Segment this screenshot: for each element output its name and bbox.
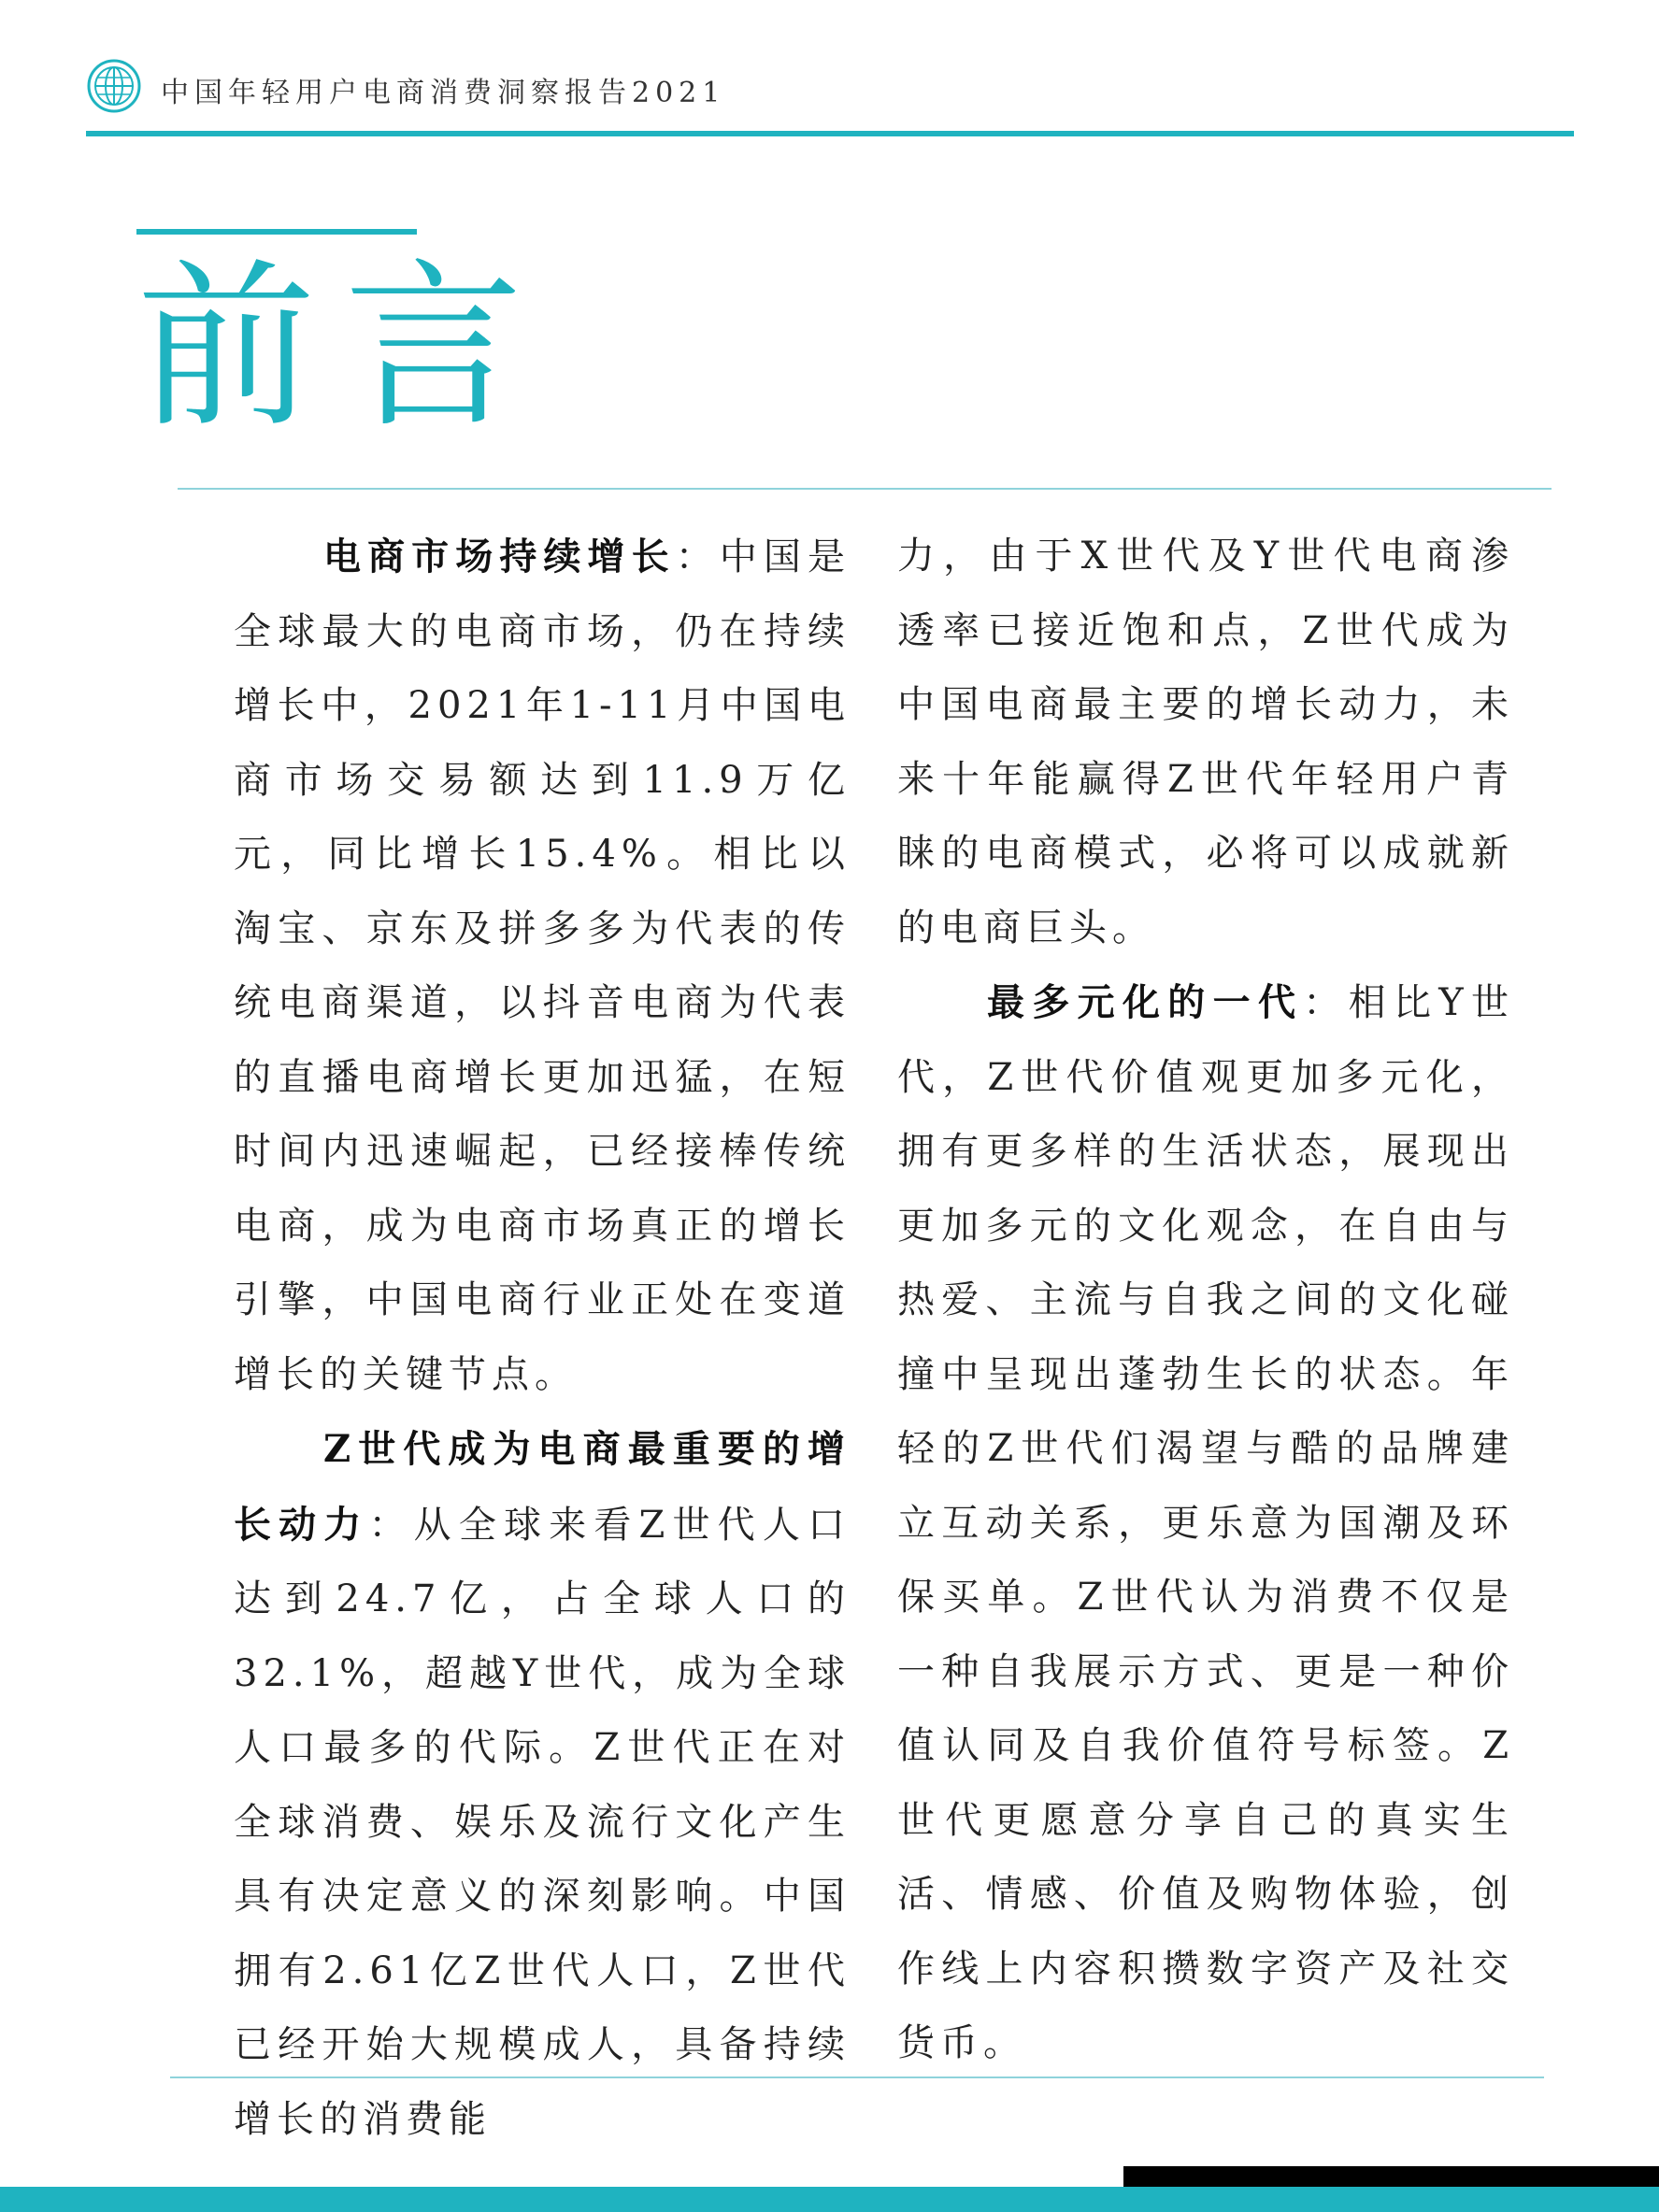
paragraph-heading: 最多元化的一代 xyxy=(987,980,1304,1024)
left-column xyxy=(234,520,851,2157)
paragraph-heading: Z世代成为电商最重要的增长动力 xyxy=(234,1427,851,1547)
footer-accent-bar xyxy=(0,2187,1659,2212)
footer-black-bar xyxy=(1123,2166,1659,2187)
report-title: 中国年轻用户电商消费洞察报告2021 xyxy=(161,77,726,109)
content-top-rule xyxy=(178,488,1552,490)
content-bottom-rule xyxy=(170,2076,1544,2078)
paragraph-body: 力，由于X世代及Y世代电商渗透率已接近饱和点，Z世代成为中国电商最主要的增长动力，未来十年能赢得Z世代年轻用户青睐的电商模式，必将可以成就新的电商巨头。 xyxy=(897,535,1514,949)
title-accent-bar xyxy=(136,229,417,235)
paragraph-gen-z-growth xyxy=(234,1412,851,2157)
paragraph-most-diverse xyxy=(897,965,1514,2081)
paragraph-body: ：从全球来看Z世代人口达到24.7亿，占全球人口的32.1%，超越Y世代，成为全球人口最多的代际。Z世代正在对全球消费、娱乐及流行文化产生具有决定意义的深刻影响。中国拥有2.61亿Z世代人口，Z世代已经开始大规模成人，具备持续增长的消费能 xyxy=(234,1503,851,2141)
paragraph-body: ：中国是全球最大的电商市场，仍在持续增长中，2021年1-11月中国电商市场交易额达到11.9万亿元，同比增长15.4%。相比以淘宝、京东及拼多多为代表的传统电商渠道，以抖音电商为代表的直播电商增长更加迅猛，在短时间内迅速崛起，已经接棒传统电商，成为电商市场真正的增长引擎，中国电商行业正处在变道增长的关键节点。 xyxy=(234,535,851,1396)
paragraph-gen-z-growth-continued xyxy=(897,520,1514,965)
globe-logo-icon xyxy=(86,58,142,114)
paragraph-body: ：相比Y世代，Z世代价值观更加多元化，拥有更多样的生活状态，展现出更加多元的文化观念，在自由与热爱、主流与自我之间的文化碰撞中呈现出蓬勃生长的状态。年轻的Z世代们渴望与酷的品牌建立互动关系，更乐意为国潮及环保买单。Z世代认为消费不仅是一种自我展示方式、更是一种价值认同及自我价值符号标签。Z世代更愿意分享自己的真实生活、情感、价值及购物体验，创作线上内容积攒数字资产及社交货币。 xyxy=(897,981,1515,2064)
paragraph-heading: 电商市场持续增长 xyxy=(323,535,676,578)
right-column xyxy=(897,520,1514,2081)
page-title: 前言 xyxy=(136,244,551,452)
paragraph-market-growth xyxy=(234,520,851,1412)
header-divider xyxy=(86,131,1574,136)
